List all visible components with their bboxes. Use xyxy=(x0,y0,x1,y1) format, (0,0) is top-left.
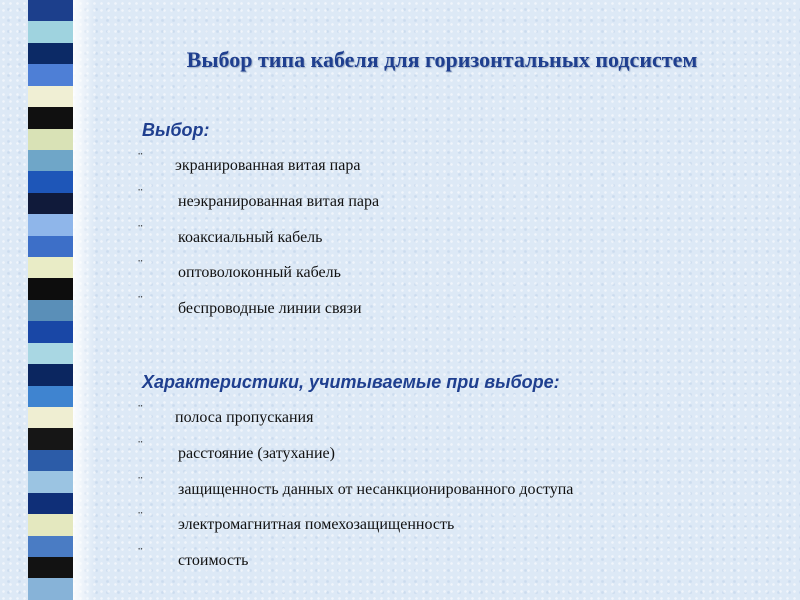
bullet-icon: ¨ xyxy=(138,475,143,490)
list-item-text: беспроводные линии связи xyxy=(178,300,362,317)
decorative-stripe-bar xyxy=(28,0,73,600)
bullet-icon: ¨ xyxy=(138,187,143,202)
stripe-segment xyxy=(28,471,73,492)
stripe-segment xyxy=(28,343,73,364)
stripe-segment xyxy=(28,129,73,150)
stripe-segment xyxy=(28,107,73,128)
stripe-segment xyxy=(28,428,73,449)
stripe-segment xyxy=(28,214,73,235)
list-item-text: оптоволоконный кабель xyxy=(178,264,341,281)
list-item-text: расстояние (затухание) xyxy=(178,445,335,462)
bullet-icon: ¨ xyxy=(138,294,143,309)
list-item-text: экранированная витая пара xyxy=(175,157,361,174)
bullet-icon: ¨ xyxy=(138,403,143,418)
stripe-segment xyxy=(28,21,73,42)
bullet-icon: ¨ xyxy=(138,223,143,238)
stripe-segment xyxy=(28,86,73,107)
stripe-segment xyxy=(28,536,73,557)
bullet-icon: ¨ xyxy=(138,151,143,166)
stripe-segment xyxy=(28,514,73,535)
list-item-text: коаксиальный кабель xyxy=(178,229,323,246)
stripe-segment xyxy=(28,193,73,214)
stripe-segment xyxy=(28,150,73,171)
stripe-segment xyxy=(28,578,73,599)
stripe-bar-shadow xyxy=(73,0,95,600)
stripe-segment xyxy=(28,43,73,64)
list-item-text: защищенность данных от несанкционированного доступа xyxy=(178,481,574,498)
slide-title: Выбор типа кабеля для горизонтальных подсистем xyxy=(186,47,698,72)
stripe-segment xyxy=(28,0,73,21)
list-item-text: неэкранированная витая пара xyxy=(178,193,380,210)
bullet-icon: ¨ xyxy=(138,546,143,561)
list-item-text: стоимость xyxy=(178,552,249,569)
stripe-segment xyxy=(28,236,73,257)
stripe-segment xyxy=(28,557,73,578)
section-heading-characteristics: Характеристики, учитываемые при выборе: xyxy=(142,372,560,392)
bullet-icon: ¨ xyxy=(138,258,143,273)
stripe-segment xyxy=(28,407,73,428)
stripe-segment xyxy=(28,364,73,385)
stripe-segment xyxy=(28,64,73,85)
stripe-segment xyxy=(28,257,73,278)
stripe-segment xyxy=(28,278,73,299)
stripe-segment xyxy=(28,450,73,471)
bullet-icon: ¨ xyxy=(138,439,143,454)
bullet-icon: ¨ xyxy=(138,510,143,525)
stripe-segment xyxy=(28,493,73,514)
stripe-segment xyxy=(28,300,73,321)
list-item-text: полоса пропускания xyxy=(175,409,314,426)
section-heading-choice: Выбор: xyxy=(142,120,210,140)
stripe-segment xyxy=(28,171,73,192)
stripe-segment xyxy=(28,321,73,342)
stripe-segment xyxy=(28,386,73,407)
list-item-text: электромагнитная помехозащищенность xyxy=(178,516,455,533)
